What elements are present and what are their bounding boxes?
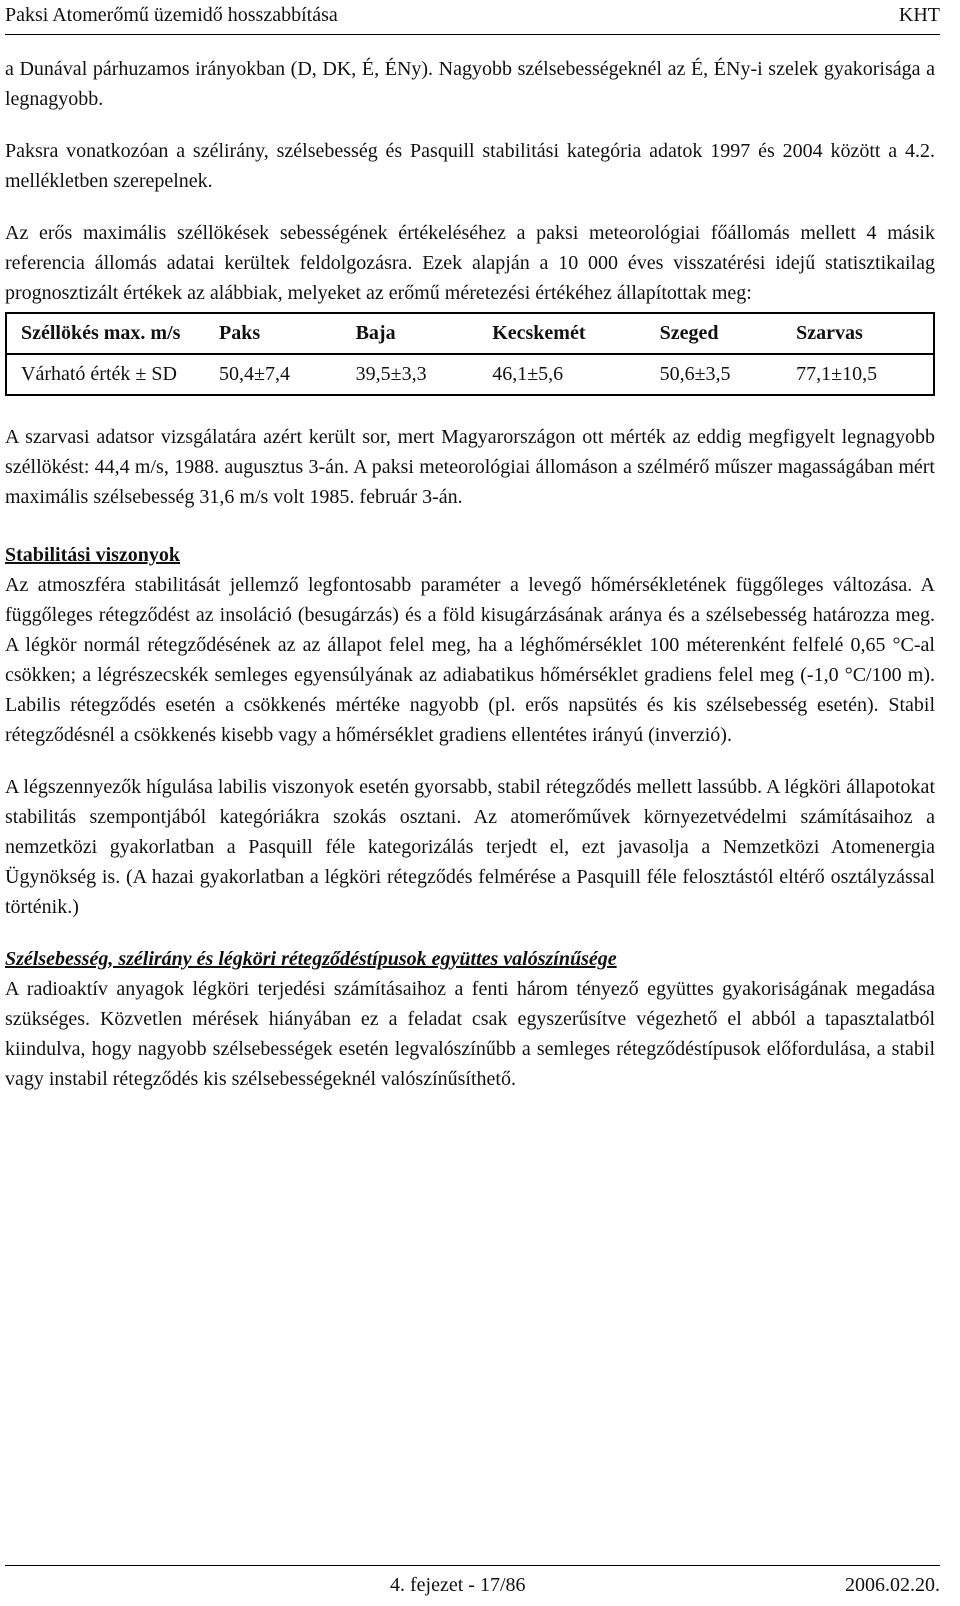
header-right-label: KHT (898, 4, 940, 26)
page-footer (5, 1565, 940, 1606)
table-header-cell: Baja (342, 313, 479, 354)
paragraph-wind-gusts: Az erős maximális széllökések sebességének értékeléséhez a paksi meteorológiai főállomás mellett 4 másik referencia állomás adatai kerültek feldolgozásra. Ezek alapján a 10 000 éves visszatérési idejű statisztikailag prognosztizált értékek az alábbiak, melyeket az erőmű méretezési értékéhez állapítottak meg: (5, 222, 935, 304)
table-header-label: Széllökés max. m/s (6, 313, 205, 354)
table-cell: 50,6±3,5 (646, 354, 783, 395)
page-number: 4. fejezet - 17/86 (390, 1574, 526, 1596)
page-header (5, 0, 940, 35)
table-row (6, 354, 934, 395)
section-title-stability: Stabilitási viszonyok (5, 544, 181, 566)
paragraph-stability-1: Az atmoszféra stabilitását jellemző legfontosabb paraméter a levegő hőmérsékletének függőleges változása. A függőleges rétegződést az insoláció (besugárzás) és a föld kisugárzásának aránya és a szélsebesség határozza meg. A légkör normál rétegződésének az az állapot felel meg, ha a léghőmérséklet 100 méterenként felfelé 0,65 °C-al csökken; a légrészecskék semleges egyensúlyának az adiabatikus hőmérséklet gradiens felel meg (-1,0 °C/100 m). Labilis rétegződés esetén a csökkenés mértéke nagyobb (pl. erős napsütés és kis szélsebesség esetén). Stabil rétegződésnél a csökkenés kisebb vagy a hőmérséklet gradiens ellentétes irányú (inverzió). (5, 574, 935, 746)
table-header-row (6, 313, 934, 354)
paragraph-szarvas-data: A szarvasi adatsor vizsgálatára azért került sor, mert Magyarországon ott mérték az eddig megfigyelt legnagyobb széllökést: 44,4 m/s, 1988. augusztus 3-án. A paksi meteorológiai állomáson a szélmérő műszer magasságában mért maximális szélsebesség 31,6 m/s volt 1985. február 3-án. (5, 426, 935, 508)
table-cell: 39,5±3,3 (342, 354, 479, 395)
section-title-joint-probability: Szélsebesség, szélirány és légköri rétegződéstípusok együttes valószínűsége (5, 948, 617, 970)
table-header-cell: Szarvas (782, 313, 934, 354)
table-cell: 46,1±5,6 (478, 354, 645, 395)
table-header-cell: Paks (205, 313, 342, 354)
table-cell: 77,1±10,5 (782, 354, 934, 395)
table-row-label: Várható érték ± SD (6, 354, 205, 395)
page-content (5, 54, 935, 1094)
paragraph-stability-2: A légszennyezők hígulása labilis viszonyok esetén gyorsabb, stabil rétegződés mellett lassúbb. A légköri állapotokat stabilitás szempontjából kategóriákra szokás osztani. Az atomerőművek környezetvédelmi számításaihoz a nemzetközi gyakorlatban a Pasquill féle kategorizálás terjedt el, ezt javasolja a Nemzetközi Atomenergia Ügynökség is. (A hazai gyakorlatban a légköri rétegződés felmérése a Pasquill féle felosztástól eltérő osztályzással történik.) (5, 776, 935, 918)
paragraph-paks-data: Paksra vonatkozóan a szélirány, szélsebesség és Pasquill stabilitási kategória adatok 1997 és 2004 között a 4.2. mellékletben szerepelnek. (5, 140, 935, 192)
paragraph-joint-probability: A radioaktív anyagok légköri terjedési számításaihoz a fenti három tényező együttes gyakoriságának megadása szükséges. Közvetlen mérések hiányában ez a feladat csak egyszerűsítve végezhető el abból a tapasztalatból kiindulva, hogy nagyobb szélsebességek esetén legvalószínűbb a semleges rétegződéstípusok előfordulása, a stabil vagy instabil rétegződés kis szélsebességeknél valószínűsíthető. (5, 978, 935, 1090)
paragraph-wind-directions: a Dunával párhuzamos irányokban (D, DK, É, ÉNy). Nagyobb szélsebességeknél az É, ÉNy-i szelek gyakorisága a legnagyobb. (5, 58, 935, 110)
footer-date: 2006.02.20. (845, 1574, 940, 1596)
wind-gust-table (5, 312, 935, 396)
document-title: Paksi Atomerőmű üzemidő hosszabbítása (5, 4, 338, 26)
table-header-cell: Kecskemét (478, 313, 645, 354)
table-cell: 50,4±7,4 (205, 354, 342, 395)
table-header-cell: Szeged (646, 313, 783, 354)
